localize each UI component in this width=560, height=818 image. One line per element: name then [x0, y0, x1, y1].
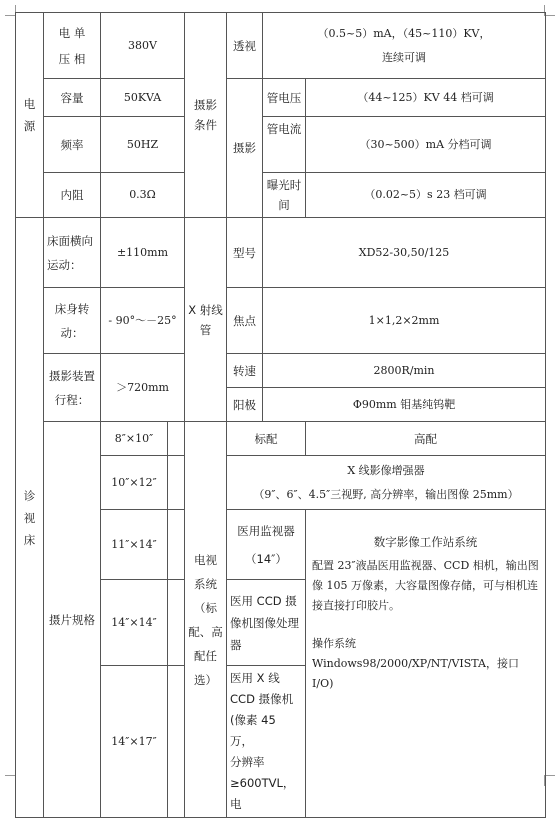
film-size-item: 10″×12″: [101, 456, 168, 510]
lateral-label: 床面横向 运动：: [44, 218, 101, 288]
travel-label: 摄影装置 行程：: [44, 354, 101, 422]
voltage-label: 电 单 压 相: [44, 13, 101, 79]
monitor-label: 医用监视器 （14″）: [227, 510, 306, 580]
tv-system-label: 电视 系统 （标 配、高 配任 选）: [185, 422, 227, 818]
anode-value: Φ90mm 钼基纯钨靶: [263, 388, 546, 422]
speed-value: 2800R/min: [263, 354, 546, 388]
resistance-value: 0.3Ω: [101, 173, 185, 218]
film-size-spacer: [168, 580, 185, 666]
tube-voltage-label: 管电压: [263, 79, 306, 117]
tube-current-value: （30~500）mA 分档可调: [306, 117, 546, 173]
focus-value: 1×1,2×2mm: [263, 288, 546, 354]
resistance-label: 内阻: [44, 173, 101, 218]
speed-label: 转速: [227, 354, 263, 388]
standard-config-label: 标配: [227, 422, 306, 456]
radiography-label: 摄影: [227, 79, 263, 218]
capacity-label: 容量: [44, 79, 101, 117]
film-size-item: 14″×17″: [101, 666, 168, 818]
frequency-value: 50HZ: [101, 117, 185, 173]
film-size-item: 14″×14″: [101, 580, 168, 666]
lateral-value: ±110mm: [101, 218, 185, 288]
power-group-label: 电 源: [16, 13, 44, 218]
film-size-item: 8″×10″: [101, 422, 168, 456]
voltage-value: 380V: [101, 13, 185, 79]
ccd-camera-label: 医用 X 线 CCD 摄像机 (像素 45 万， 分辨率 ≥600TVL，电: [227, 666, 306, 818]
workstation-title: 数字影像工作站系统: [373, 535, 478, 549]
capacity-value: 50KVA: [101, 79, 185, 117]
photo-conditions-label: 摄影 条件: [185, 13, 227, 218]
tilt-value: - 90°～－25°: [101, 288, 185, 354]
table-bed-group-label: 诊 视 床: [16, 218, 44, 818]
high-config-label: 高配: [306, 422, 546, 456]
frequency-label: 频率: [44, 117, 101, 173]
ccd-processor-label: 医用 CCD 摄 像机图像处理 器: [227, 580, 306, 666]
workstation-cell: [306, 510, 546, 818]
focus-label: 焦点: [227, 288, 263, 354]
film-size-spacer: [168, 422, 185, 456]
anode-label: 阳极: [227, 388, 263, 422]
film-size-spacer: [168, 456, 185, 510]
travel-value: ＞720mm: [101, 354, 185, 422]
workstation-os: 操作系统 Windows98/2000/XP/NT/VISTA，接口 I/O): [312, 637, 519, 690]
workstation-desc: 配置 23″液晶医用监视器、CCD 相机，输出图像 105 万像素，大容量图像存储，可与相机连接直接打印胶片。: [312, 559, 539, 612]
film-size-item: 11″×14″: [101, 510, 168, 580]
fluoro-label: 透视: [227, 13, 263, 79]
exposure-value: （0.02~5）s 23 档可调: [306, 173, 546, 218]
fluoro-value: （0.5~5）mA，（45~110）KV， 连续可调: [263, 13, 546, 79]
xray-tube-label: X 射线 管: [185, 218, 227, 422]
exposure-label: 曝光时间: [263, 173, 306, 218]
film-size-label: 摄片规格: [44, 422, 101, 818]
tilt-label: 床身转 动：: [44, 288, 101, 354]
intensifier-value: X 线影像增强器 （9″、6″、4.5″三视野, 高分辨率，输出图像 25mm）: [227, 456, 546, 510]
tube-current-label: 管电流: [263, 117, 306, 173]
spec-table: [15, 12, 546, 818]
film-size-spacer: [168, 510, 185, 580]
film-size-spacer: [168, 666, 185, 818]
model-label: 型号: [227, 218, 263, 288]
tube-voltage-value: （44~125）KV 44 档可调: [306, 79, 546, 117]
model-value: XD52-30,50/125: [263, 218, 546, 288]
